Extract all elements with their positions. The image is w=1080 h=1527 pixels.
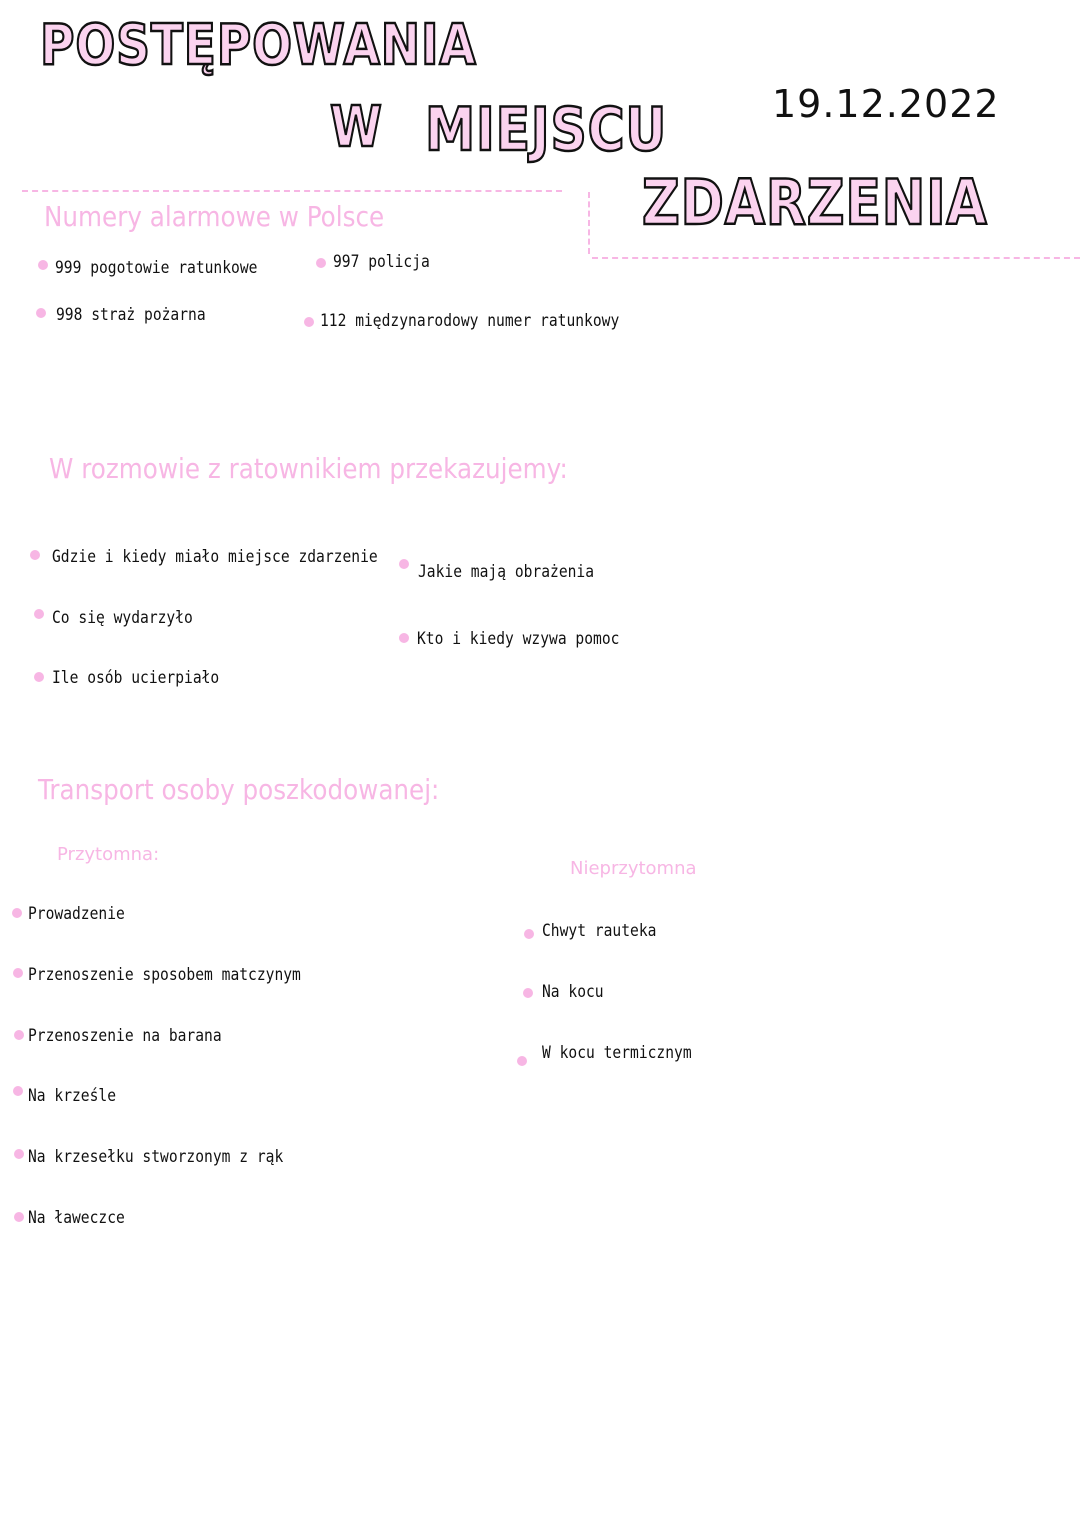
- bullet-dot: [524, 929, 534, 939]
- list-item: 997 policja: [333, 252, 430, 272]
- title-word-zdarzenia: ZDARZENIA: [642, 166, 988, 239]
- list-item: Na krzesełku stworzonym z rąk: [28, 1147, 284, 1167]
- list-item: Na ławeczce: [28, 1208, 125, 1228]
- list-item: Ile osób ucierpiało: [52, 668, 220, 688]
- list-item: 998 straż pożarna: [56, 305, 206, 325]
- title-word-miejscu: MIEJSCU: [425, 95, 668, 165]
- list-item: Przenoszenie na barana: [28, 1026, 222, 1046]
- list-item: Co się wydarzyło: [52, 608, 193, 628]
- bullet-dot: [399, 633, 409, 643]
- list-item: 112 międzynarodowy numer ratunkowy: [320, 311, 620, 331]
- list-item: Kto i kiedy wzywa pomoc: [417, 629, 620, 649]
- list-item: W kocu termicznym: [542, 1043, 692, 1063]
- bullet-dot: [13, 1086, 23, 1096]
- divider-line-vertical: [588, 192, 590, 254]
- bullet-dot: [12, 908, 22, 918]
- section-heading-rescuer-call: W rozmowie z ratownikiem przekazujemy:: [49, 452, 568, 485]
- bullet-dot: [399, 559, 409, 569]
- subheading-conscious: Przytomna:: [57, 844, 160, 865]
- bullet-dot: [14, 1030, 24, 1040]
- note-date: 19.12.2022: [772, 82, 1000, 126]
- list-item: Na kocu: [542, 982, 604, 1002]
- bullet-dot: [316, 258, 326, 268]
- title-word-postepowania: POSTĘPOWANIA: [40, 13, 477, 78]
- bullet-dot: [34, 672, 44, 682]
- list-item: Chwyt rauteka: [542, 921, 657, 941]
- bullet-dot: [38, 260, 48, 270]
- bullet-dot: [34, 609, 44, 619]
- divider-line-right: [592, 257, 1080, 259]
- divider-line-left: [22, 190, 562, 192]
- bullet-dot: [36, 308, 46, 318]
- bullet-dot: [30, 550, 40, 560]
- bullet-dot: [523, 988, 533, 998]
- bullet-dot: [304, 317, 314, 327]
- list-item: 999 pogotowie ratunkowe: [55, 258, 258, 278]
- bullet-dot: [13, 968, 23, 978]
- subheading-unconscious: Nieprzytomna: [570, 858, 697, 879]
- list-item: Gdzie i kiedy miało miejsce zdarzenie: [52, 547, 378, 567]
- bullet-dot: [14, 1149, 24, 1159]
- section-heading-transport: Transport osoby poszkodowanej:: [38, 773, 440, 806]
- section-heading-emergency-numbers: Numery alarmowe w Polsce: [44, 200, 385, 233]
- bullet-dot: [14, 1212, 24, 1222]
- list-item: Na krześle: [28, 1086, 117, 1106]
- list-item: Jakie mają obrażenia: [418, 562, 595, 582]
- bullet-dot: [517, 1056, 527, 1066]
- list-item: Prowadzenie: [28, 904, 125, 924]
- list-item: Przenoszenie sposobem matczynym: [28, 965, 301, 985]
- title-word-w: W: [330, 95, 383, 160]
